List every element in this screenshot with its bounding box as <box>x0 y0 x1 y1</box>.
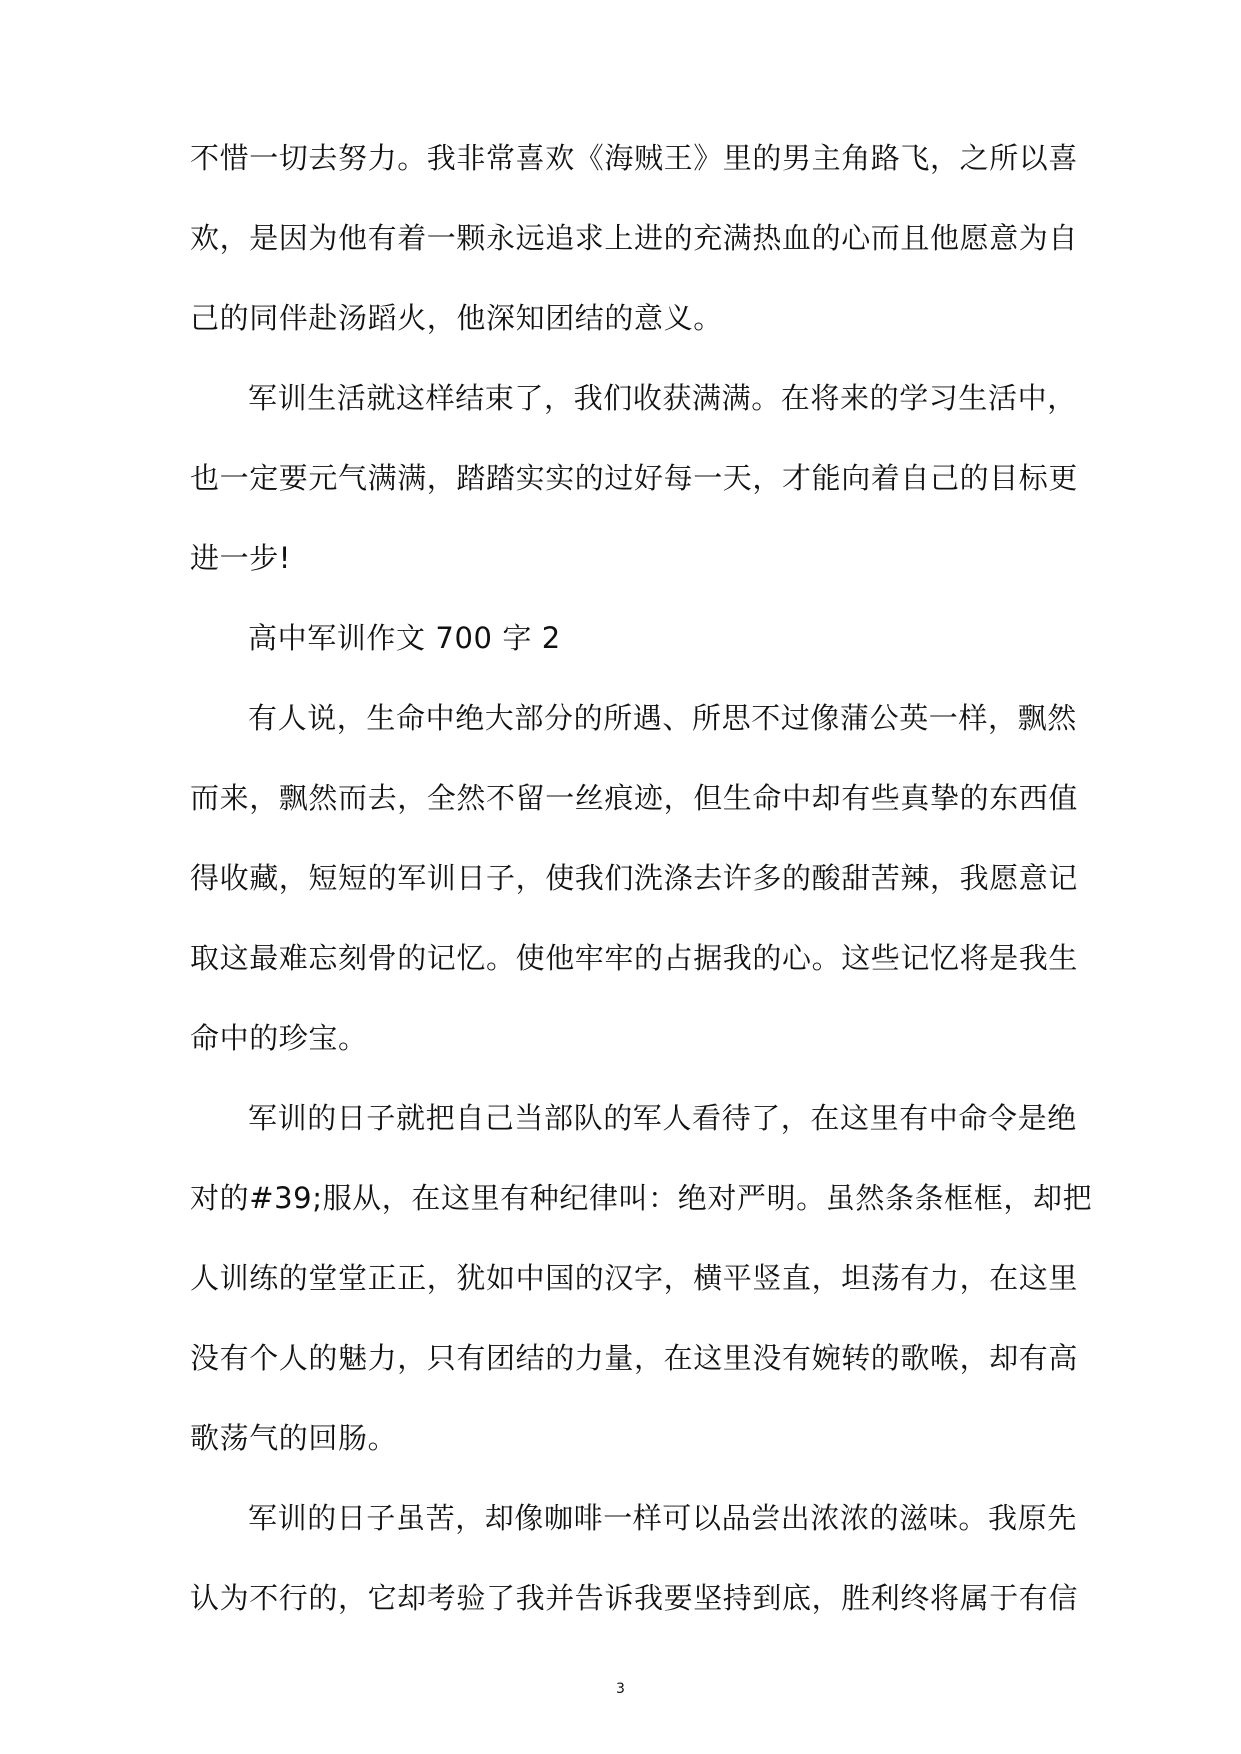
paragraph-line: 认为不行的，它却考验了我并告诉我要坚持到底，胜利终将属于有信 <box>190 1581 1079 1615</box>
paragraph-line: 没有个人的魅力，只有团结的力量，在这里没有婉转的歌喉，却有高 <box>190 1341 1079 1375</box>
page-number: 3 <box>616 1681 625 1697</box>
paragraph-line: 命中的珍宝。 <box>190 1021 368 1055</box>
paragraph-line: 军训的日子虽苦，却像咖啡一样可以品尝出浓浓的滋味。我原先 <box>248 1501 1077 1535</box>
paragraph-line: 不惜一切去努力。我非常喜欢《海贼王》里的男主角路飞，之所以喜 <box>190 141 1079 175</box>
paragraph-line: 取这最难忘刻骨的记忆。使他牢牢的占据我的心。这些记忆将是我生 <box>190 941 1079 975</box>
paragraph-line: 有人说，生命中绝大部分的所遇、所思不过像蒲公英一样，飘然 <box>248 701 1077 735</box>
paragraph-line: 而来，飘然而去，全然不留一丝痕迹，但生命中却有些真挚的东西值 <box>190 781 1079 815</box>
paragraph-line: 军训生活就这样结束了，我们收获满满。在将来的学习生活中， <box>248 381 1077 415</box>
paragraph-line: 对的#39;服从，在这里有种纪律叫：绝对严明。虽然条条框框，却把 <box>190 1181 1093 1215</box>
paragraph-line: 得收藏，短短的军训日子，使我们洗涤去许多的酸甜苦辣，我愿意记 <box>190 861 1079 895</box>
paragraph-line: 也一定要元气满满，踏踏实实的过好每一天，才能向着自己的目标更 <box>190 461 1079 495</box>
paragraph-line: 己的同伴赴汤蹈火，他深知团结的意义。 <box>190 301 723 335</box>
paragraph-line: 欢，是因为他有着一颗永远追求上进的充满热血的心而且他愿意为自 <box>190 221 1079 255</box>
paragraph-line: 歌荡气的回肠。 <box>190 1421 398 1455</box>
paragraph-line: 进一步! <box>190 541 292 575</box>
paragraph-line: 军训的日子就把自己当部队的军人看待了，在这里有中命令是绝 <box>248 1101 1077 1135</box>
section-heading: 高中军训作文 700 字 2 <box>248 621 561 655</box>
paragraph-line: 人训练的堂堂正正，犹如中国的汉字，横平竖直，坦荡有力，在这里 <box>190 1261 1079 1295</box>
